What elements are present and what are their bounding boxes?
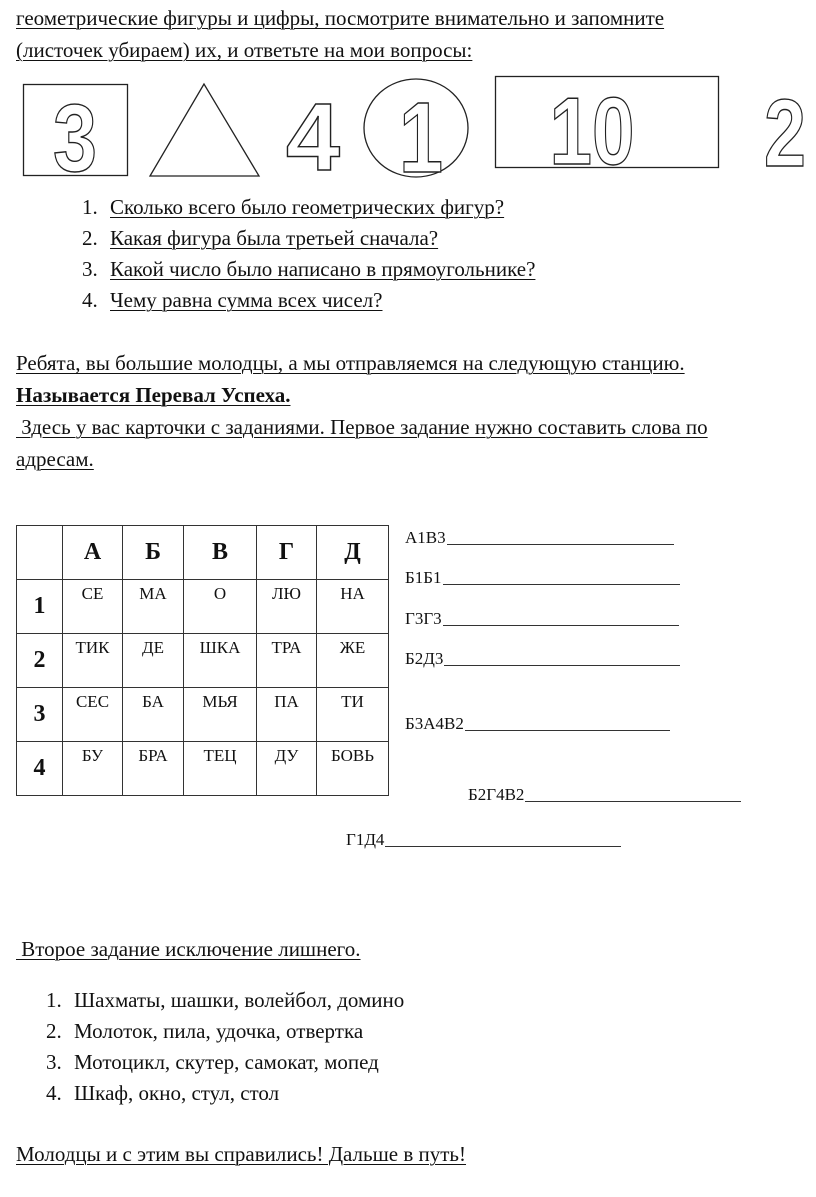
answer-blank[interactable] [444,664,680,666]
grid-cell: МА [123,580,184,634]
station-line-3: Здесь у вас карточки с заданиями. Первое задание нужно составить слова по [16,415,708,439]
grid-cell: ТИК [63,634,123,688]
svg-text:1: 1 [399,82,443,185]
grid-header-row [17,526,389,580]
grid-row [17,742,389,796]
odd-one-out-item [46,1078,404,1109]
item-text: Молоток, пила, удочка, отвертка [74,1019,364,1043]
grid-cell: НА [317,580,389,634]
odd-one-out-list [46,985,404,1109]
answer-blank[interactable] [447,543,674,545]
grid-cell: О [184,580,257,634]
digit-2 [764,80,806,185]
question-text: Сколько всего было геометрических фигур? [110,195,505,219]
triangle [150,84,259,176]
question-item [82,254,535,285]
column-header: А [63,526,123,580]
question-number: 1. [82,195,98,219]
rectangle-with-10 [496,77,719,186]
grid-cell: СЕ [63,580,123,634]
odd-one-out-item [46,985,404,1016]
syllable-grid [16,525,389,796]
grid-cell: СЕС [63,688,123,742]
answer-blank[interactable] [385,845,621,847]
address-code: А1В3 [405,528,446,547]
circle-with-1 [364,79,468,185]
address-code: Г1Д4 [346,830,385,849]
grid-cell: БОВЬ [317,742,389,796]
address-item [346,830,621,850]
column-header: В [184,526,257,580]
questions-list [82,192,535,316]
grid-row [17,688,389,742]
intro-line-2: (листочек убираем) их, и ответьте на мои вопросы: [16,38,473,62]
svg-text:2: 2 [764,80,806,185]
intro-line-1: геометрические фигуры и цифры, посмотрите внимательно и запомните [16,6,665,30]
question-item [82,192,535,223]
row-header: 2 [17,634,63,688]
station-line-4: адресам. [16,447,94,471]
answer-blank[interactable] [465,729,670,731]
column-header: Д [317,526,389,580]
address-code: Б1Б1 [405,568,442,587]
question-number: 4. [82,288,98,312]
grid-cell: ПА [257,688,317,742]
address-code: Б2Д3 [405,649,444,668]
address-item [405,528,674,548]
address-code: Б2Г4В2 [468,785,525,804]
row-header: 1 [17,580,63,634]
row-header: 3 [17,688,63,742]
question-item [82,285,535,316]
grid-cell: БРА [123,742,184,796]
station-title: Называется Перевал Успеха. [16,383,291,407]
station-line-1: Ребята, вы большие молодцы, а мы отправляемся на следующую станцию. [16,351,685,375]
grid-cell: ДЕ [123,634,184,688]
address-item [405,649,680,669]
grid-cell: ШКА [184,634,257,688]
address-code: Б3А4В2 [405,714,464,733]
row-header: 4 [17,742,63,796]
item-number: 3. [46,1050,62,1074]
grid-row [17,634,389,688]
grid-cell: БУ [63,742,123,796]
address-item [405,568,680,588]
item-number: 1. [46,988,62,1012]
column-header: Б [123,526,184,580]
grid-corner [17,526,63,580]
address-code: Г3Г3 [405,609,442,628]
odd-one-out-item [46,1047,404,1078]
address-item [405,609,679,629]
grid-cell: ТЕЦ [184,742,257,796]
question-number: 2. [82,226,98,250]
closing-text: Молодцы и с этим вы справились! Дальше в путь! [16,1142,467,1166]
grid-cell: БА [123,688,184,742]
answer-blank[interactable] [525,800,741,802]
grid-cell: ТИ [317,688,389,742]
grid-row [17,580,389,634]
figures-row [0,70,816,185]
question-text: Какая фигура была третьей сначала? [110,226,439,250]
item-text: Шахматы, шашки, волейбол, домино [74,988,405,1012]
question-item [82,223,535,254]
grid-cell: ДУ [257,742,317,796]
item-number: 2. [46,1019,62,1043]
address-item [468,785,741,805]
svg-text:3: 3 [53,85,97,185]
digit-4 [286,84,340,185]
question-number: 3. [82,257,98,281]
grid-cell: МЬЯ [184,688,257,742]
address-item [405,714,670,734]
grid-cell: ЛЮ [257,580,317,634]
grid-cell: ТРА [257,634,317,688]
question-text: Чему равна сумма всех чисел? [110,288,383,312]
column-header: Г [257,526,317,580]
answer-blank[interactable] [443,624,679,626]
svg-text:4: 4 [286,84,340,185]
item-text: Мотоцикл, скутер, самокат, мопед [74,1050,379,1074]
grid-cell: ЖЕ [317,634,389,688]
svg-text:10: 10 [549,78,635,185]
item-text: Шкаф, окно, стул, стол [74,1081,280,1105]
answer-blank[interactable] [443,583,680,585]
odd-one-out-item [46,1016,404,1047]
item-number: 4. [46,1081,62,1105]
question-text: Какой число было написано в прямоугольнике? [110,257,536,281]
task2-title: Второе задание исключение лишнего. [16,937,361,961]
square-with-3 [24,85,128,186]
